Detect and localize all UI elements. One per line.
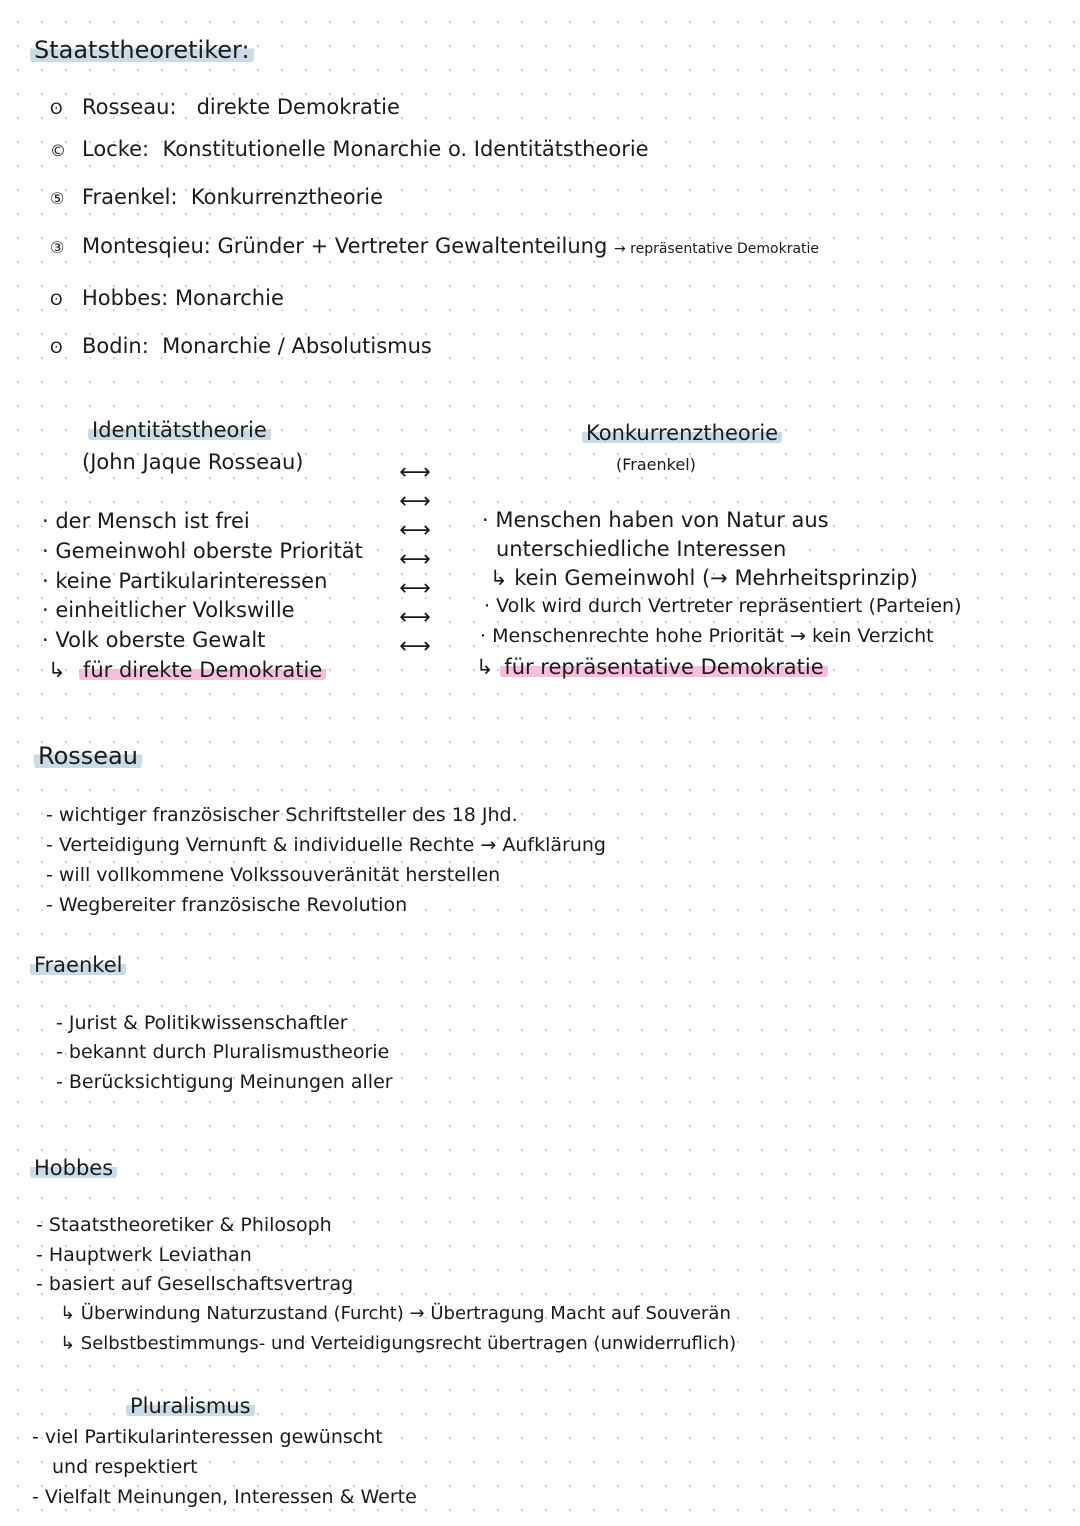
rosseau-item: - wichtiger französischer Schriftsteller des 18 Jhd.	[46, 804, 518, 826]
identity-point: · der Mensch ist frei	[42, 509, 250, 533]
fraenkel-item: - Jurist & Politikwissenschaftler	[56, 1012, 348, 1034]
section-title-pluralism: Pluralismus	[126, 1396, 255, 1417]
theorist-bodin	[50, 336, 432, 357]
competition-point: · Menschenrechte hohe Priorität → kein Verzicht	[480, 625, 934, 647]
competition-point: · Volk wird durch Vertreter repräsentiert (Parteien)	[484, 595, 962, 617]
theorist-locke	[50, 139, 649, 160]
hook-arrow-icon: ↳	[476, 655, 494, 679]
theorist-desc: Konstitutionelle Monarchie o. Identitätstheorie	[162, 137, 649, 161]
theorist-desc: Monarchie	[174, 286, 284, 310]
identity-point: · einheitlicher Volkswille	[42, 598, 295, 622]
hobbes-item: - Staatstheoretiker & Philosoph	[36, 1214, 332, 1236]
rosseau-item: - Verteidigung Vernunft & individuelle Rechte → Aufklärung	[46, 834, 606, 856]
competition-conclusion: ↳ für repräsentative Demokratie	[476, 657, 828, 678]
identity-point: · Volk oberste Gewalt	[42, 628, 266, 652]
theorist-name: Hobbes:	[82, 286, 169, 310]
theorist-desc: Monarchie / Absolutismus	[162, 334, 432, 358]
double-arrow-icon: ⟷	[399, 634, 431, 659]
section-title-hobbes: Hobbes	[30, 1158, 117, 1179]
identity-conclusion: ↳ für direkte Demokratie	[48, 660, 326, 681]
double-arrow-icon: ⟷	[399, 605, 431, 630]
theorist-desc: Konkurrenztheorie	[190, 185, 383, 209]
theorist-desc: Gründer + Vertreter Gewaltenteilung	[217, 234, 608, 258]
competition-point: unterschiedliche Interessen	[496, 537, 787, 561]
theorist-name: Bodin:	[82, 334, 149, 358]
double-arrow-icon: ⟷	[399, 547, 431, 572]
rosseau-item: - will vollkommene Volkssouveränität herstellen	[46, 864, 501, 886]
double-arrow-icon: ⟷	[399, 576, 431, 601]
bullet-marker: ʘ	[50, 99, 63, 118]
double-arrow-icon: ⟷	[399, 518, 431, 543]
competition-point: · Menschen haben von Natur aus	[482, 508, 829, 532]
fraenkel-item: - Berücksichtigung Meinungen aller	[56, 1071, 393, 1093]
theorist-montesqieu	[50, 236, 819, 257]
pluralism-item: - viel Partikularinteressen gewünscht	[32, 1426, 383, 1448]
identity-title: Identitätstheorie	[88, 420, 271, 441]
theorist-name: Fraenkel:	[82, 185, 178, 209]
hobbes-item: ↳ Selbstbestimmungs- und Verteidigungsrecht übertragen (unwiderruflich)	[60, 1333, 737, 1354]
theorist-note: → repräsentative Demokratie	[613, 241, 820, 257]
pluralism-item: und respektiert	[52, 1456, 198, 1478]
double-arrow-icon: ⟷	[399, 489, 431, 514]
bullet-marker: ©	[50, 141, 66, 160]
theorist-name: Montesqieu:	[82, 234, 211, 258]
comparison-arrows	[395, 458, 435, 661]
theorist-hobbes	[50, 288, 284, 309]
identity-point: · keine Partikularinteressen	[42, 569, 328, 593]
pluralism-item: - Vielfalt Meinungen, Interessen & Werte	[32, 1486, 417, 1508]
competition-title: Konkurrenztheorie	[582, 423, 782, 444]
hobbes-item: - basiert auf Gesellschaftsvertrag	[36, 1273, 354, 1295]
rosseau-item: - Wegbereiter französische Revolution	[46, 894, 408, 916]
theorist-name: Locke:	[82, 137, 150, 161]
competition-point: ↳ kein Gemeinwohl (→ Mehrheitsprinzip)	[490, 566, 918, 590]
theorist-desc: direkte Demokratie	[196, 95, 400, 119]
hook-arrow-icon: ↳	[48, 658, 66, 682]
theorist-name: Rosseau:	[82, 95, 177, 119]
double-arrow-icon: ⟷	[399, 460, 431, 485]
competition-subtitle: (Fraenkel)	[616, 455, 696, 474]
fraenkel-item: - bekannt durch Pluralismustheorie	[56, 1041, 390, 1063]
theorist-fraenkel	[50, 187, 383, 208]
bullet-marker: ʘ	[50, 338, 63, 357]
hobbes-item: ↳ Überwindung Naturzustand (Furcht) → Übertragung Macht auf Souverän	[60, 1303, 731, 1324]
hobbes-item: - Hauptwerk Leviathan	[36, 1244, 252, 1266]
identity-subtitle: (John Jaque Rosseau)	[82, 450, 304, 474]
theorist-rosseau	[50, 97, 400, 118]
identity-point: · Gemeinwohl oberste Priorität	[42, 539, 363, 563]
section-title-rosseau: Rosseau	[34, 744, 142, 768]
bullet-marker: ʘ	[50, 290, 63, 309]
bullet-marker: ③	[50, 238, 65, 257]
bullet-marker: ⑤	[50, 189, 65, 208]
section-title-fraenkel: Fraenkel	[30, 955, 126, 976]
page-title: Staatstheoretiker:	[30, 38, 254, 62]
